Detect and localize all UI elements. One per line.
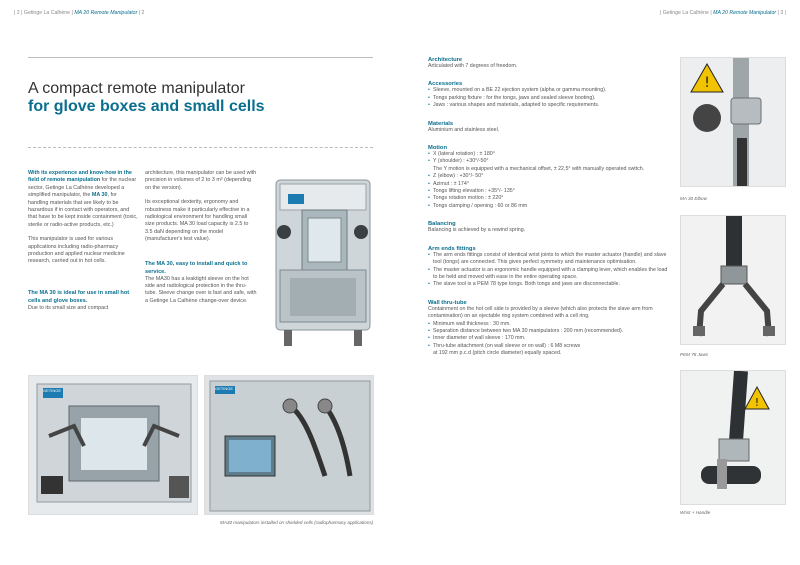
svg-text:!: ! bbox=[754, 396, 760, 409]
spec-column bbox=[428, 57, 668, 358]
intro-column-2: architecture, this manipulator can be used with precision in volumes of 2 to 3 m³ (depending on the version). Its exceptional dexterity, ergonomy and robustness make it particularly effective in a radiological environment for handling small size products. MA 30 load capacity is 2.5 to 3.5 daN depending on the model (manufacturer's test value). The MA 30, easy to install and quick to service. The MA30 has a leaktight sleeve on the hot side and radiological protection in the thru-tube. Sleeve change over is fast and safe, with a Getinge La Calhène change-over device. bbox=[145, 170, 257, 304]
glovebox-photo bbox=[270, 170, 375, 350]
wrist-caption: Wrist + Handle bbox=[680, 510, 711, 515]
list-item: • Separation distance between two MA 30 manipulators : 200 mm (recommended). bbox=[428, 328, 668, 335]
architecture-title: Architecture bbox=[428, 57, 463, 63]
balancing-text: Balancing is achieved by a rewind spring. bbox=[428, 227, 526, 234]
list-item: • Z (elbow) : +30°/- 50° bbox=[428, 173, 668, 180]
list-item: • Minimum wall thickness : 30 mm. bbox=[428, 321, 668, 328]
list-item: • Azimut : ± 174° bbox=[428, 181, 668, 188]
hot-cell-photo-1 bbox=[28, 375, 198, 515]
page-title: A compact remote manipulator for glove boxes and small cells bbox=[28, 80, 265, 115]
list-item: • X (lateral rotation) : ± 180° bbox=[428, 151, 668, 158]
wall-title: Wall thru-tube bbox=[428, 299, 467, 306]
architecture-text: Articulated with 7 degrees of freedom. bbox=[428, 63, 518, 69]
accessories-title: Accessories bbox=[428, 81, 463, 88]
photo-caption: MA30 manipulators installed on shielded cells (radiopharmacy applications) bbox=[220, 520, 374, 525]
top-rule bbox=[28, 57, 373, 58]
list-item: • Jaws : various shapes and materials, adapted to specific requirements. bbox=[428, 102, 668, 109]
list-item: • Thru-tube attachment (on wall sleeve or on wall) : 6 M8 screws at 192 mm p.c.d (pitch circle diameter) equally spaced. bbox=[428, 343, 668, 358]
list-item: • Tongs parking fixture : for the tongs, jaws and sealed sleeve booting). bbox=[428, 95, 668, 102]
materials-text: Aluminium and stainless steel. bbox=[428, 126, 500, 133]
list-item: • Y (shoulder) : +30°/-50° The Y motion is equipped with a mechanical offset, ± 22,5° with manually operated switch. bbox=[428, 158, 668, 173]
list-item: • Tongs clamping / opening : 60 or 86 mm bbox=[428, 203, 668, 210]
list-item: • The slave tool is a PEM 78 type tongs. Both tongs and jaws are disconnectable. bbox=[428, 281, 668, 288]
list-item: • The master actuator is an ergonomic handle equipped with a clamping lever, which enables the load to be held and moved with ease in the entire operating space. bbox=[428, 267, 668, 282]
jaws-photo bbox=[680, 215, 786, 345]
materials-title: Materials bbox=[428, 120, 454, 127]
jaws-caption: PEM 78 Jaws bbox=[680, 352, 709, 357]
svg-text:!: ! bbox=[704, 75, 710, 91]
balancing-title: Balancing bbox=[428, 221, 456, 228]
getinge-label-2: GETINGE bbox=[215, 386, 234, 391]
dashed-divider bbox=[28, 147, 373, 148]
hot-cell-photo-2 bbox=[204, 375, 374, 515]
intro-column-1: With its experience and know-how in the field of remote manipulation for the nuclear sector, Getinge La Calhène developed a simplified manipulator, the MA 30, for handling materials that are likely to be hazardous if in contact with operators, and that have to be kept inside containment (toxic, sterile or radio-active products, etc.) This manipulator is used for various applications including radio-pharmacy production and applied nuclear medicine research, carried out in hot cells. The MA 30 is ideal for use in small hot cells and glove boxes. Due to its small size and compact bbox=[28, 170, 138, 311]
header-left: | 2 | Getinge La Calhène | MA 20 Remote Manipulator | 2 bbox=[14, 10, 145, 16]
list-item: • Sleeve, mounted on a BE 22 ejection system (alpha or gamma mounting). bbox=[428, 87, 668, 94]
list-item: • Inner diameter of wall sleeve : 170 mm. bbox=[428, 335, 668, 342]
list-item: • Tongs lifting elevation : +35°/- 135° bbox=[428, 188, 668, 195]
arm-ends-list bbox=[428, 252, 668, 289]
list-item: • The arm ends fittings consist of identical wrist joints to which the master actuator (handle) and slave tool (tongs) are connected. This gives perfect symmetry and maintenance optimisation. bbox=[428, 252, 668, 267]
wrist-handle-photo bbox=[680, 370, 786, 505]
wall-list bbox=[428, 321, 668, 358]
accessories-list bbox=[428, 87, 668, 109]
wall-text: Containment on the hot cell side is provided by a sleeve (which also protects the slave arm from contamination) on an ejectable ring system combined with a cell ring. bbox=[428, 305, 653, 320]
motion-title: Motion bbox=[428, 145, 447, 152]
motion-list bbox=[428, 151, 668, 210]
elbow-caption: MA 30 Elbow bbox=[680, 196, 707, 201]
list-item: • Tongs rotation motion : ± 220° bbox=[428, 195, 668, 202]
elbow-photo bbox=[680, 57, 786, 187]
header-right: | Getinge La Calhène | MA 20 Remote Manipulator | 3 | bbox=[659, 10, 786, 16]
getinge-label: GETINGE bbox=[43, 388, 62, 393]
arm-ends-title: Arm ends fittings bbox=[428, 245, 476, 252]
